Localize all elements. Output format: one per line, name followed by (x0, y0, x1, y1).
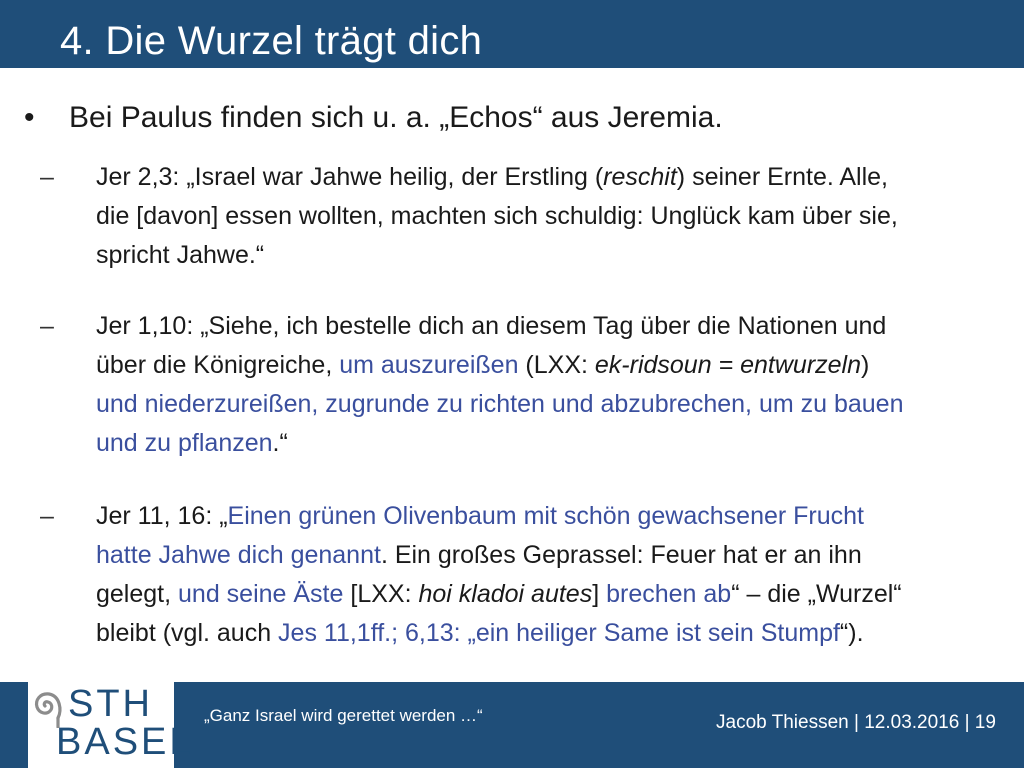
bullet-symbol: • (24, 101, 35, 134)
sub-item-body (96, 158, 1016, 275)
text-line: bleibt (vgl. auch Jes 11,1ff.; 6,13: „ein heiliger Same ist sein Stumpf“). (96, 619, 864, 647)
title-bar (0, 0, 1024, 68)
text-line: Jer 11, 16: „Einen grünen Olivenbaum mit schön gewachsener Frucht (96, 502, 864, 530)
main-bullet-text: Bei Paulus finden sich u. a. „Echos“ aus Jeremia. (69, 101, 723, 134)
text-line: über die Königreiche, um auszureißen (LXX: ek-ridsoun = entwurzeln) (96, 351, 870, 379)
sub-item-body (96, 307, 1016, 463)
text-line: Jer 2,3: „Israel war Jahwe heilig, der Erstling (reschit) seiner Ernte. Alle, (96, 163, 889, 191)
logo-text-sth: STH (68, 683, 153, 725)
footer-bar (0, 682, 1024, 768)
dash-symbol: – (40, 502, 54, 530)
dash-symbol: – (40, 312, 54, 340)
text-line: und niederzureißen, zugrunde zu richten und abzubrechen, um zu bauen (96, 390, 904, 418)
slide-title: 4. Die Wurzel trägt dich (60, 19, 483, 63)
text-line: hatte Jahwe dich genannt. Ein großes Geprassel: Feuer hat er an ihn (96, 541, 862, 569)
text-line: spricht Jahwe.“ (96, 241, 265, 269)
text-line: die [davon] essen wollten, machten sich schuldig: Unglück kam über sie, (96, 202, 898, 230)
footer-credit: Jacob Thiessen | 12.03.2016 | 19 (716, 712, 996, 733)
text-line: und zu pflanzen.“ (96, 429, 288, 457)
logo-text-basel: BASEL (56, 721, 194, 763)
dash-symbol: – (40, 163, 54, 191)
sth-basel-logo (28, 682, 194, 768)
text-line: gelegt, und seine Äste [LXX: hoi kladoi autes] brechen ab“ – die „Wurzel“ (96, 580, 902, 608)
footer-quote: „Ganz Israel wird gerettet werden …“ (204, 706, 483, 725)
text-line: Jer 1,10: „Siehe, ich bestelle dich an diesem Tag über die Nationen und (96, 312, 887, 340)
sub-item-body (96, 497, 1016, 653)
